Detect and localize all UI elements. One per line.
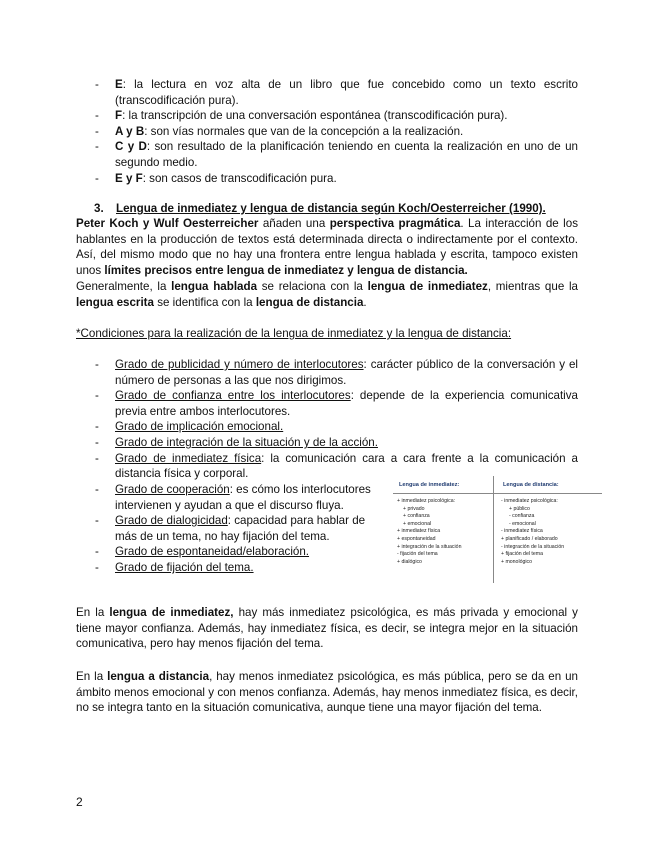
- paragraph-relation: Generalmente, la lengua hablada se relaciona con la lengua de inmediatez, mientras que la lengua escrita se identifica con la lengua de distancia.: [76, 280, 578, 309]
- list-item: - Grado de espontaneidad/elaboración.: [76, 544, 376, 560]
- section-heading: [94, 201, 546, 217]
- list-item: - Grado de confianza entre los interlocutores: depende de la experiencia comunicativa previa entre ambos interlocutores.: [76, 388, 578, 419]
- table-cell: + emocional: [403, 520, 432, 527]
- table-header-inmediatez: Lengua de inmediatez:: [399, 482, 460, 488]
- table-cell: + dialógico: [397, 558, 422, 565]
- conditions-heading: *Condiciones para la realización de la lengua de inmediatez y la lengua de distancia:: [76, 327, 512, 340]
- list-item: - Grado de publicidad y número de interlocutores: carácter público de la conversación y el número de personas a las que nos dirigimos.: [76, 357, 578, 388]
- paragraph-inmediatez: En la lengua de inmediatez, hay más inmediatez psicológica, es más privada y emocional y tiene mayor confianza. Además, hay inmediatez física, es decir, se integra mejor en la situación comunicativa, pero hay menos fijación del tema.: [76, 606, 578, 651]
- table-cell: + inmediatez física: [397, 528, 441, 535]
- list-item: - E y F: son casos de transcodificación pura.: [76, 171, 578, 187]
- table-cell: - fijación del tema: [397, 551, 438, 558]
- conditions-list: [76, 357, 578, 482]
- table-cell: + confianza: [403, 513, 430, 520]
- list-item: - E: la lectura en voz alta de un libro que fue concebido como un texto escrito (transcodificación pura).: [76, 77, 578, 108]
- table-cell: - integración de la situación: [501, 543, 565, 550]
- page-number: 2: [76, 795, 83, 809]
- table-divider: [493, 476, 494, 583]
- table-cell: - inmediatez física: [501, 528, 543, 535]
- paragraph-intro: Peter Koch y Wulf Oesterreicher añaden una perspectiva pragmática. La interacción de los hablantes en la producción de textos está determinada directa o indirectamente por el contexto. Así, del mismo modo que no hay una frontera entre lengua hablada y escrita, tampoco existen unos límites precisos entre lengua de inmediatez y lengua de distancia.: [76, 217, 578, 277]
- table-cell: - inmediatez psicológica:: [501, 498, 558, 504]
- list-item: - Grado de inmediatez física: la comunicación cara a cara frente a la comunicación a distancia física y corporal.: [76, 451, 578, 482]
- list-item: - Grado de implicación emocional.: [76, 419, 578, 435]
- table-cell: + fijación del tema: [501, 551, 543, 558]
- list-item: - F: la transcripción de una conversación espontánea (transcodificación pura).: [76, 108, 578, 124]
- list-item: - Grado de dialogicidad: capacidad para hablar de más de un tema, no hay fijación del tema.: [76, 513, 376, 544]
- list-item: - Grado de integración de la situación y de la acción.: [76, 435, 578, 451]
- table-cell: - emocional: [509, 520, 536, 527]
- paragraph-distancia: En la lengua a distancia, hay menos inmediatez psicológica, es más pública, pero se da en un ámbito menos emocional y con menos confianza. Además, hay menos inmediatez física, es decir, no se integra tanto en la situación comunicativa, aunque tiene una mayor fijación del tema.: [76, 670, 578, 715]
- list-item: - C y D: son resultado de la planificación teniendo en cuenta la realización en uno de un segundo medio.: [76, 139, 578, 170]
- list-item: - Grado de fijación del tema.: [76, 560, 376, 576]
- table-cell: + espontaneidad: [397, 535, 436, 542]
- table-header-distancia: Lengua de distancia:: [503, 482, 559, 488]
- conditions-list-narrow: [76, 482, 376, 576]
- table-cell: - confianza: [509, 513, 535, 520]
- table-cell: + integración de la situación: [397, 543, 462, 550]
- table-column-inmediatez: [397, 498, 461, 566]
- section-number: 3.: [94, 202, 104, 215]
- list-item: - Grado de cooperación: es cómo los interlocutores intervienen y ayudan a que el discurso fluya.: [76, 482, 376, 513]
- table-column-distancia: [501, 498, 564, 566]
- table-cell: + monológico: [501, 558, 533, 565]
- table-cell: + inmediatez psicológica:: [397, 498, 456, 504]
- table-cell: + planificado / elaborado: [501, 535, 558, 542]
- table-cell: + público: [509, 505, 530, 512]
- transcoding-list: [76, 77, 578, 186]
- table-divider: [393, 493, 602, 494]
- list-item: - A y B: son vías normales que van de la concepción a la realización.: [76, 124, 578, 140]
- section-title: Lengua de inmediatez y lengua de distancia según Koch/Oesterreicher (1990).: [116, 202, 546, 215]
- table-cell: + privado: [403, 505, 425, 512]
- comparison-table: [393, 476, 602, 583]
